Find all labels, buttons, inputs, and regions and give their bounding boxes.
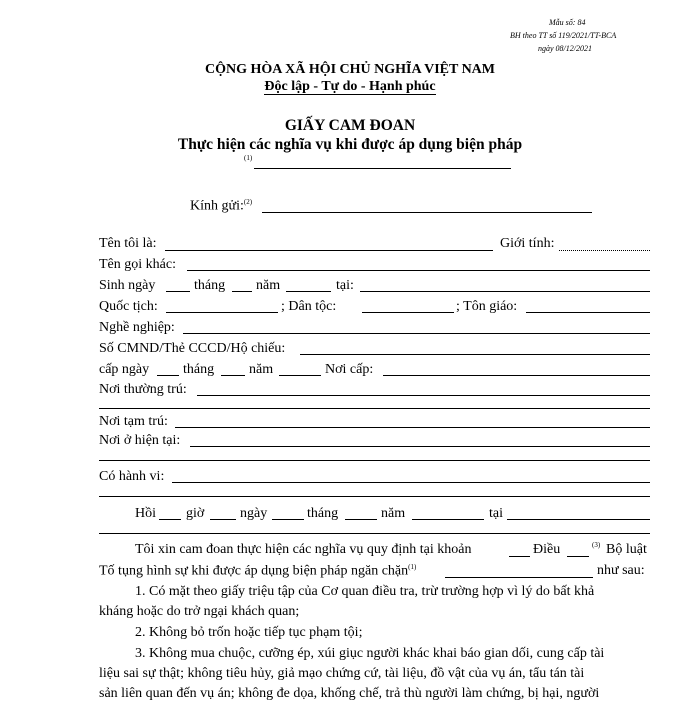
clause-blank[interactable] — [509, 556, 530, 557]
birth-day-label: Sinh ngày — [99, 278, 156, 293]
form-date: ngày 08/12/2021 — [538, 44, 592, 53]
current-residence-label: Nơi ở hiện tại: — [99, 433, 181, 448]
form-issued-by: BH theo TT số 119/2021/TT-BCA — [510, 31, 617, 40]
recipient-label: Kính gửi:$^{(2)}$ — [190, 198, 253, 214]
permanent-residence-blank[interactable] — [197, 395, 650, 396]
time-month-label: tháng — [307, 506, 339, 521]
gender-blank[interactable] — [559, 250, 650, 251]
issue-place-blank[interactable] — [383, 375, 650, 376]
obligation-2: 2. Không bỏ trốn hoặc tiếp tục phạm tội; — [135, 625, 363, 640]
obligation-3-line-3: sản liên quan đến vụ án; không đe dọa, khống chế, trả thù người làm chứng, bị hại, người — [99, 686, 600, 701]
time-minute-blank[interactable] — [210, 519, 236, 520]
form-number: Mẫu số: 84 — [549, 18, 586, 27]
time-year-label: năm — [381, 506, 406, 521]
article-blank[interactable] — [567, 556, 589, 557]
time-hour-unit-label: giờ — [186, 506, 205, 521]
time-place-blank[interactable] — [507, 519, 650, 520]
permanent-residence-label: Nơi thường trú: — [99, 382, 187, 397]
current-residence-blank[interactable] — [190, 446, 650, 447]
measure-blank-2[interactable] — [445, 577, 593, 578]
behavior-blank-2[interactable] — [99, 496, 650, 497]
id-document-blank[interactable] — [300, 354, 650, 355]
behavior-label: Có hành vi: — [99, 469, 165, 484]
recipient-blank[interactable] — [262, 212, 592, 213]
occupation-blank[interactable] — [183, 333, 650, 334]
nationality-label: Quốc tịch: — [99, 299, 158, 314]
religion-label: ; Tôn giáo: — [456, 299, 518, 314]
issue-place-label: Nơi cấp: — [325, 362, 374, 377]
occupation-label: Nghề nghiệp: — [99, 320, 175, 335]
current-residence-blank-2[interactable] — [99, 460, 650, 461]
temporary-residence-label: Nơi tạm trú: — [99, 414, 168, 429]
obligation-3-line-2: liệu sai sự thật; không tiêu hủy, giả mạo chứng cứ, tài liệu, đồ vật của vụ án, tẩu tán tài — [99, 666, 585, 681]
pledge-intro: Tôi xin cam đoan thực hiện các nghĩa vụ quy định tại khoản — [135, 542, 472, 557]
issue-month-blank[interactable] — [221, 375, 245, 376]
birth-year-blank[interactable] — [286, 291, 331, 292]
issue-year-label: năm — [249, 362, 274, 377]
note-marker-1: (1) — [244, 154, 253, 162]
permanent-residence-blank-2[interactable] — [99, 408, 650, 409]
motto: Độc lập - Tự do - Hạnh phúc — [264, 79, 436, 94]
time-place-blank-2[interactable] — [99, 533, 650, 534]
nationality-blank[interactable] — [166, 312, 278, 313]
birth-month-label: tháng — [194, 278, 226, 293]
issue-month-label: tháng — [183, 362, 215, 377]
birth-day-blank[interactable] — [166, 291, 190, 292]
birth-month-blank[interactable] — [232, 291, 252, 292]
pledge-as-follows: như sau: — [597, 563, 645, 578]
time-day-label: ngày — [240, 506, 268, 521]
birth-place-label: tại: — [336, 278, 354, 293]
alias-blank[interactable] — [187, 270, 650, 271]
id-document-label: Số CMND/Thẻ CCCD/Hộ chiếu: — [99, 341, 286, 356]
document-title: GIẤY CAM ĐOAN — [284, 117, 416, 134]
birth-place-blank[interactable] — [360, 291, 650, 292]
issue-date-label: cấp ngày — [99, 362, 150, 377]
note-marker-3: (3) — [592, 541, 601, 549]
name-label: Tên tôi là: — [99, 236, 157, 251]
time-year-blank[interactable] — [412, 519, 484, 520]
time-hour-blank[interactable] — [159, 519, 181, 520]
time-day-blank[interactable] — [272, 519, 304, 520]
time-place-label: tại — [489, 506, 503, 521]
obligation-3-line-1: 3. Không mua chuộc, cưỡng ép, xúi giục người khác khai báo gian dối, cung cấp tài — [135, 646, 605, 661]
pledge-intro-cont: Tố tụng hình sự khi được áp dụng biện pháp ngăn chặn$^{(1)}$ — [99, 563, 417, 579]
obligation-1-line-2: kháng hoặc do trở ngại khách quan; — [99, 604, 300, 619]
document-subtitle: Thực hiện các nghĩa vụ khi được áp dụng biện pháp — [177, 136, 523, 153]
country-header: CỘNG HÒA XÃ HỘI CHỦ NGHĨA VIỆT NAM — [204, 62, 495, 77]
ethnicity-blank[interactable] — [362, 312, 454, 313]
issue-day-blank[interactable] — [157, 375, 179, 376]
time-hour-label: Hồi — [135, 506, 156, 521]
article-label: Điều — [533, 542, 561, 557]
religion-blank[interactable] — [526, 312, 650, 313]
birth-year-label: năm — [256, 278, 281, 293]
behavior-blank[interactable] — [172, 482, 650, 483]
alias-label: Tên gọi khác: — [99, 257, 176, 272]
ethnicity-label: ; Dân tộc: — [281, 299, 337, 314]
obligation-1-line-1: 1. Có mặt theo giấy triệu tập của Cơ quan điều tra, trừ trường hợp vì lý do bất khả — [135, 584, 595, 599]
issue-year-blank[interactable] — [279, 375, 321, 376]
temporary-residence-blank[interactable] — [175, 427, 650, 428]
gender-label: Giới tính: — [500, 236, 555, 251]
time-month-blank[interactable] — [345, 519, 377, 520]
law-label: Bộ luật — [606, 542, 647, 557]
measure-blank[interactable] — [254, 168, 511, 169]
name-blank[interactable] — [165, 250, 493, 251]
